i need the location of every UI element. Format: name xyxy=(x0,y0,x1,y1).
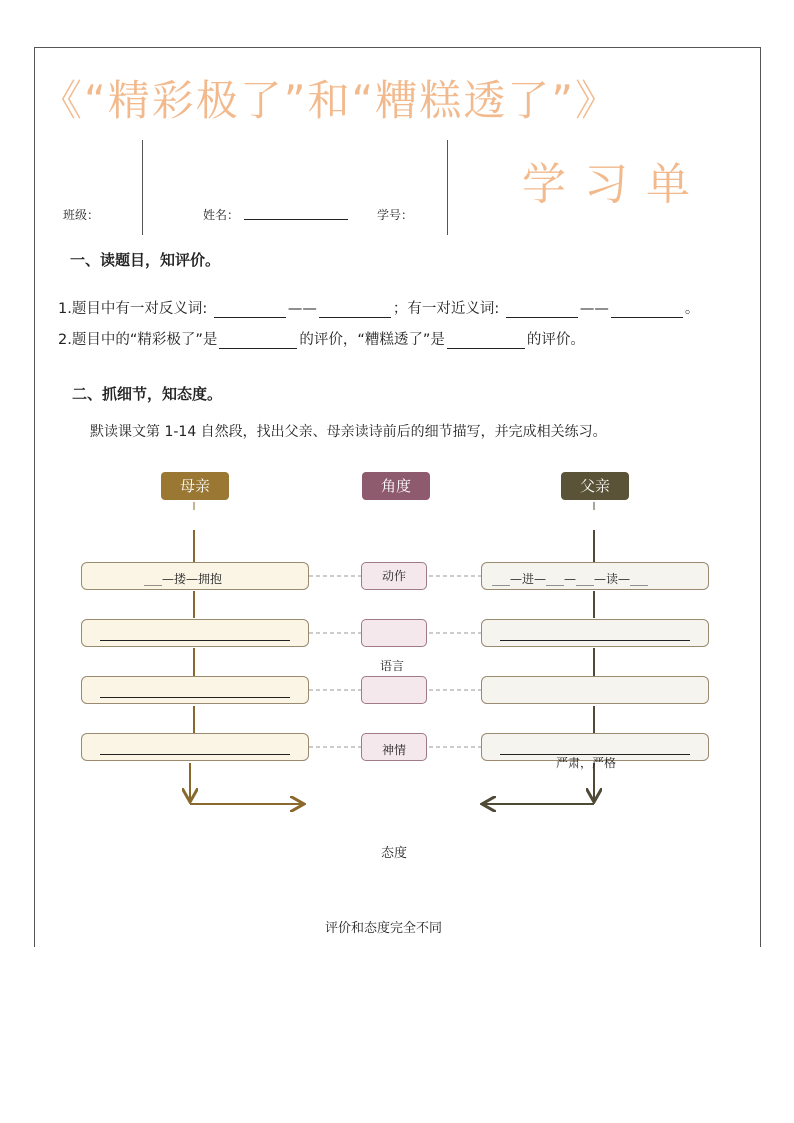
q2-prompt-c: 的评价。 xyxy=(526,332,585,348)
section2-heading: 二、抓细节，知态度。 xyxy=(72,385,223,403)
angle-header: 角度 xyxy=(362,472,430,500)
worksheet-subtitle: 学习单 xyxy=(522,159,708,210)
section2-instruction: 默读课文第 1-14 自然段，找出父亲、母亲读诗前后的细节描写，并完成相关练习。 xyxy=(90,424,607,440)
angle-row-2[interactable] xyxy=(361,619,427,647)
angle-row-2-label: 语言 xyxy=(380,659,405,673)
father-row-2[interactable] xyxy=(481,619,709,647)
class-label: 班级： xyxy=(63,208,100,222)
id-label: 学号： xyxy=(377,208,414,222)
angle-row-4 xyxy=(361,733,427,761)
worksheet-title: 《“精彩极了”和“糟糕透了”》 xyxy=(40,76,620,125)
q1-prompt: 1.题目中有一对反义词: xyxy=(58,301,208,317)
angle-row-1: 动作 xyxy=(361,562,427,590)
angle-row-3[interactable] xyxy=(361,676,427,704)
attitude-label: 态度 xyxy=(381,846,408,861)
mother-row-2[interactable] xyxy=(81,619,309,647)
q1-dash-1: —— xyxy=(287,301,317,317)
mother-row-4-blank xyxy=(100,754,290,755)
father-row-4-text: 严肃，严格 xyxy=(556,756,617,770)
name-label: 姓名： xyxy=(203,208,240,222)
father-row-1-text: ___—进—___—___—读—___ xyxy=(492,572,649,586)
q1-dash-2: —— xyxy=(579,301,609,317)
father-row-4[interactable] xyxy=(481,733,709,770)
mother-header: 母亲 xyxy=(161,472,229,500)
mother-row-4[interactable] xyxy=(81,733,309,761)
father-row-1[interactable] xyxy=(481,562,709,590)
q1-synonym-prompt: ；有一对近义词: xyxy=(392,301,500,317)
mother-row-1[interactable] xyxy=(81,562,309,590)
section1-heading: 一、读题目，知评价。 xyxy=(70,251,221,269)
q2-prompt-b: 的评价，“糟糕透了”是 xyxy=(299,332,445,348)
angle-row-4-text: 神情 xyxy=(381,743,406,757)
mother-row-1-text: ___—搂—拥抱 xyxy=(144,572,223,586)
q2-prompt-a: 2.题目中的“精彩极了”是 xyxy=(58,332,218,348)
q1-end: 。 xyxy=(684,301,700,317)
father-header: 父亲 xyxy=(561,472,629,500)
mother-row-2-blank xyxy=(100,640,290,641)
mother-row-3-blank xyxy=(100,697,290,698)
father-row-3[interactable] xyxy=(481,676,709,704)
father-row-2-blank xyxy=(500,640,690,641)
conclusion-text: 评价和态度完全不同 xyxy=(325,921,443,936)
mother-row-3[interactable] xyxy=(81,676,309,704)
